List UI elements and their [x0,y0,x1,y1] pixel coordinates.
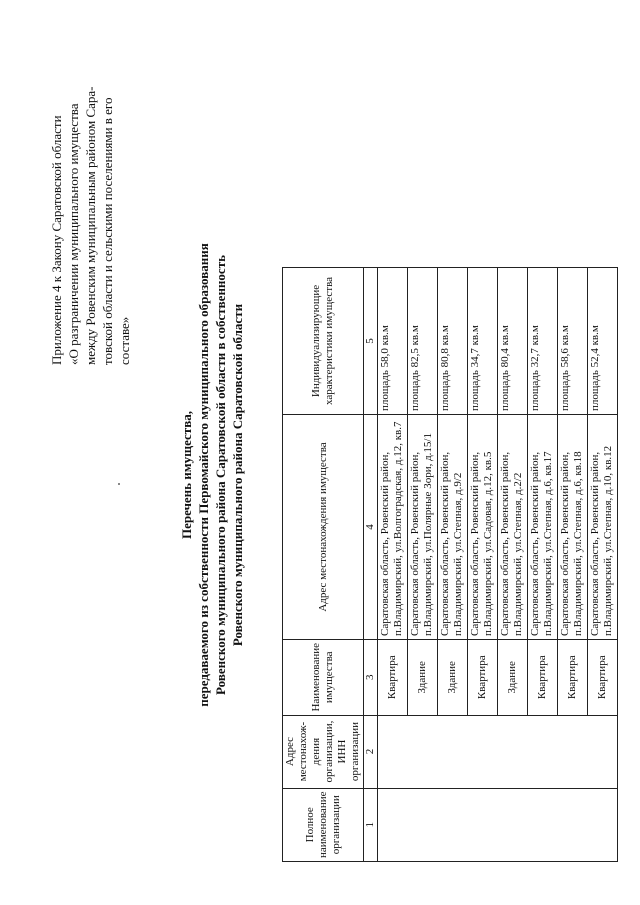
header-org-name: Полное наименование организации [283,788,364,861]
table-row [378,268,408,862]
cell-property-address: Саратовская область, Ровенский район, п.Владимирский, ул.Полярные Зори, д.15/1 [408,415,438,640]
cell-org-address [378,715,618,788]
cell-property-address: Саратовская область, Ровенский район, п.Владимирский, ул.Степная, д.10, кв.12 [588,415,618,640]
cell-org-name [378,788,618,861]
cell-property-name: Здание [408,640,438,716]
cell-property-name: Квартира [558,640,588,716]
cell-property-name: Квартира [378,640,408,716]
appendix-line: товской области и сельскими поселениями в его [100,97,115,365]
heading-title: Перечень имущества, [179,411,194,539]
heading-line: передаваемого из собственности Первомайского муниципального образования [196,243,211,707]
appendix-line: «О разграничении муниципального имущества [66,103,81,365]
cell-property-spec: площадь 52,4 кв.м [588,268,618,415]
header-property-address: Адрес местонахождения имущества [283,415,364,640]
column-number: 4 [364,415,378,640]
header-property-spec: Индивидуализирующие характеристики имущества [283,268,364,415]
appendix-line: Приложение 4 к Закону Саратовской области [49,115,64,365]
table-number-row [364,268,378,862]
column-number: 5 [364,268,378,415]
cell-property-spec: площадь 32,7 кв.м [528,268,558,415]
cell-property-spec: площадь 58,0 кв.м [378,268,408,415]
appendix-note [48,45,133,365]
appendix-line: между Ровенским муниципальным районом Сара- [83,86,98,365]
cell-property-spec: площадь 34,7 кв.м [468,268,498,415]
heading-line: Ровенского муниципального района Саратовской области [230,303,245,647]
heading-line: Ровенского муниципального района Саратовской области в собственность [213,255,228,695]
column-number: 2 [364,715,378,788]
cell-property-spec: площадь 82,5 кв.м [408,268,438,415]
cell-property-name: Здание [498,640,528,716]
table-header-row [283,268,364,862]
scan-speck [118,483,120,485]
cell-property-address: Саратовская область, Ровенский район, п.Владимирский, ул.Степная, д.6, кв.18 [558,415,588,640]
header-org-address: Адрес местонахож-дения организации, ИНН организации [283,715,364,788]
property-table [282,267,618,862]
header-property-name: Наименование имущества [283,640,364,716]
cell-property-spec: площадь 80,4 кв.м [498,268,528,415]
cell-property-name: Квартира [528,640,558,716]
appendix-line: составе» [117,316,132,365]
document-heading [178,45,246,905]
cell-property-spec: площадь 80,8 кв.м [438,268,468,415]
cell-property-address: Саратовская область, Ровенский район, п.Владимирский, ул.Степная, д.2/2 [498,415,528,640]
cell-property-spec: площадь 58,6 кв.м [558,268,588,415]
cell-property-name: Квартира [588,640,618,716]
cell-property-name: Здание [438,640,468,716]
column-number: 3 [364,640,378,716]
cell-property-address: Саратовская область, Ровенский район, п.Владимирский, ул.Садовая, д.12, кв.5 [468,415,498,640]
cell-property-name: Квартира [468,640,498,716]
cell-property-address: Саратовская область, Ровенский район, п.Владимирский, ул.Степная, д.9/2 [438,415,468,640]
column-number: 1 [364,788,378,861]
cell-property-address: Саратовская область, Ровенский район, п.Владимирский, ул.Волгоградская, д.12, кв.7 [378,415,408,640]
cell-property-address: Саратовская область, Ровенский район, п.Владимирский, ул.Степная, д.6, кв.17 [528,415,558,640]
